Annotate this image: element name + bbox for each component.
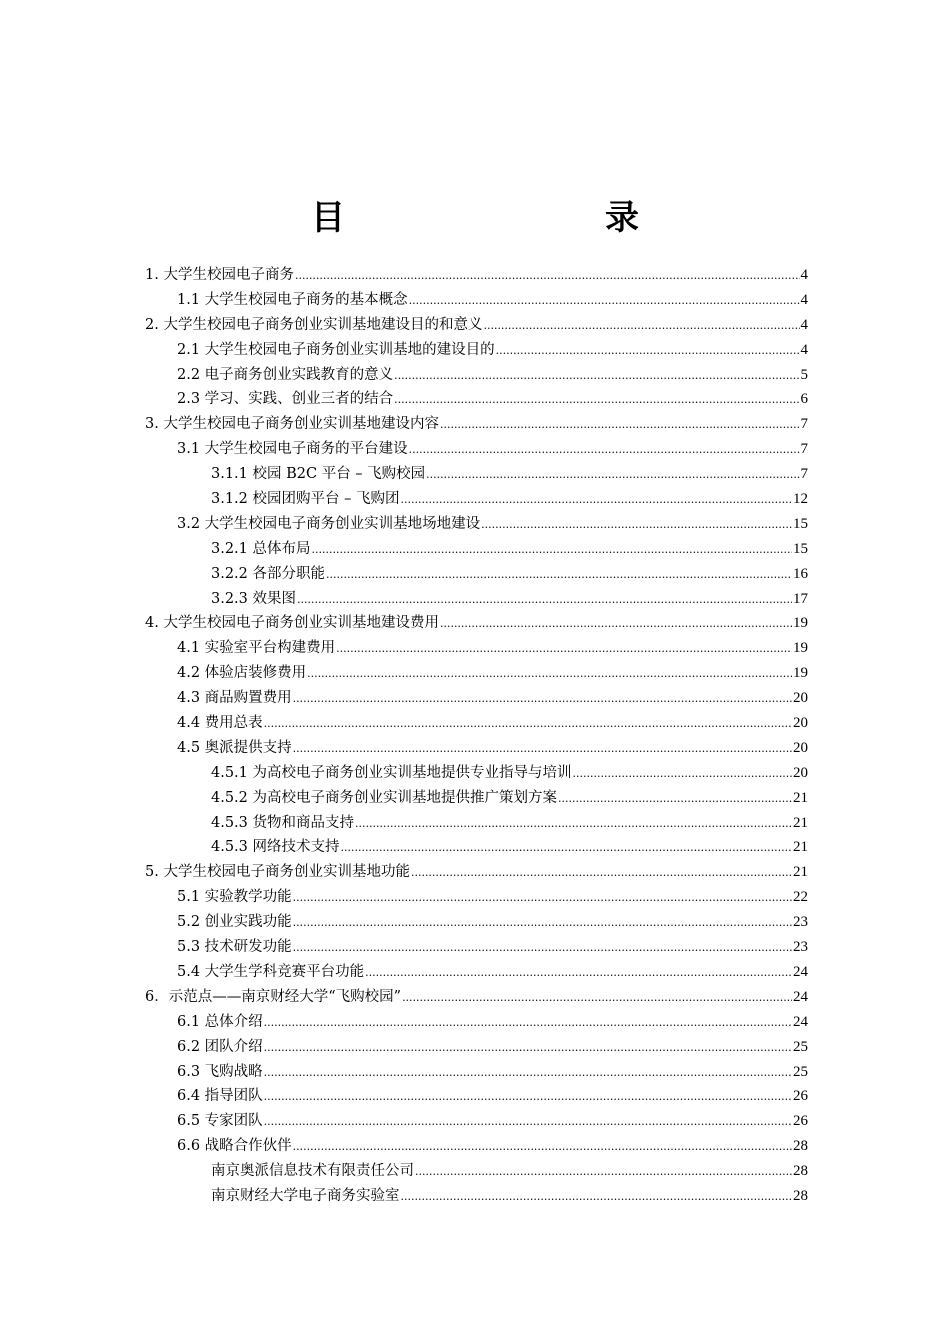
toc-page-number: 7: [800, 466, 808, 483]
toc-entry[interactable]: [177, 960, 808, 985]
toc-dot-leader: [264, 715, 792, 731]
toc-dot-leader: [307, 665, 792, 681]
toc-entry-title: 5.2 创业实践功能: [177, 914, 292, 931]
toc-page-number: 19: [793, 640, 808, 657]
toc-entry-title: 4.3 商品购置费用: [177, 690, 292, 707]
toc-dot-leader: [326, 566, 792, 582]
toc-entry-title: 4.2 体验店装修费用: [177, 665, 307, 682]
toc-entry[interactable]: [177, 437, 808, 462]
toc-page-number: 28: [793, 1163, 808, 1180]
toc-page-number: 12: [793, 491, 808, 508]
toc-dot-leader: [440, 615, 792, 631]
toc-dot-leader: [336, 640, 792, 656]
toc-dot-leader: [293, 690, 792, 706]
toc-entry-title: 5.3 技术研发功能: [177, 939, 292, 956]
toc-entry-title: 3.1 大学生校园电子商务的平台建设: [177, 441, 408, 458]
toc-entry[interactable]: [177, 636, 808, 661]
toc-entry[interactable]: [177, 1010, 808, 1035]
toc-dot-leader: [483, 317, 799, 333]
toc-page-number: 17: [793, 590, 808, 607]
toc-dot-leader: [400, 491, 792, 507]
toc-page-number: 20: [793, 764, 808, 781]
toc-dot-leader: [293, 939, 792, 955]
toc-entry[interactable]: [211, 786, 808, 811]
toc-dot-leader: [496, 342, 800, 358]
toc-dot-leader: [293, 889, 792, 905]
toc-entry[interactable]: [211, 587, 808, 612]
toc-entry[interactable]: [177, 1035, 808, 1060]
toc-page-number: 21: [793, 814, 808, 831]
toc-page-number: 21: [793, 839, 808, 856]
toc-dot-leader: [394, 367, 799, 383]
toc-entry-title: 4.4 费用总表: [177, 715, 263, 732]
toc-entry[interactable]: [145, 313, 808, 338]
toc-dot-leader: [295, 267, 800, 283]
toc-dot-leader: [409, 441, 800, 457]
toc-dot-leader: [264, 1039, 792, 1055]
toc-entry[interactable]: [177, 363, 808, 388]
toc-entry[interactable]: [211, 1184, 808, 1209]
toc-page-number: 25: [793, 1063, 808, 1080]
toc-page-number: 15: [793, 540, 808, 557]
toc-entry[interactable]: [211, 1159, 808, 1184]
toc-dot-leader: [365, 964, 792, 980]
toc-entry-title: 6.2 团队介绍: [177, 1038, 263, 1055]
toc-entry-title: 4.5.3 网络技术支持: [211, 839, 340, 856]
toc-entry[interactable]: [145, 611, 808, 636]
toc-entry[interactable]: [177, 1060, 808, 1085]
toc-entry-title: 5. 大学生校园电子商务创业实训基地功能: [145, 864, 410, 881]
toc-entry-title: 1.1 大学生校园电子商务的基本概念: [177, 291, 408, 308]
toc-page-number: 24: [793, 963, 808, 980]
toc-dot-leader: [312, 541, 792, 557]
toc-entry[interactable]: [145, 412, 808, 437]
toc-entry[interactable]: [211, 761, 808, 786]
toc-dot-leader: [411, 864, 792, 880]
toc-entry-title: 3.1.1 校园 B2C 平台 – 飞购校园: [211, 466, 426, 483]
toc-entry[interactable]: [211, 562, 808, 587]
toc-page-number: 20: [793, 690, 808, 707]
toc-entry-title: 4. 大学生校园电子商务创业实训基地建设费用: [145, 615, 439, 632]
table-of-contents: [0, 263, 950, 1209]
toc-page-number: 26: [793, 1113, 808, 1130]
toc-page-number: 20: [793, 715, 808, 732]
toc-page-number: 24: [793, 988, 808, 1005]
toc-entry-title: 3.2 大学生校园电子商务创业实训基地场地建设: [177, 515, 481, 532]
toc-page-number: 21: [793, 789, 808, 806]
toc-dot-leader: [394, 391, 799, 407]
toc-entry[interactable]: [177, 935, 808, 960]
toc-entry-title: 3. 大学生校园电子商务创业实训基地建设内容: [145, 416, 439, 433]
toc-entry-title: 6.4 指导团队: [177, 1088, 263, 1105]
toc-entry[interactable]: [177, 338, 808, 363]
toc-dot-leader: [440, 416, 800, 432]
toc-dot-leader: [264, 1088, 792, 1104]
toc-entry-title: 4.1 实验室平台构建费用: [177, 640, 336, 657]
toc-dot-leader: [293, 1138, 792, 1154]
toc-page-number: 28: [793, 1138, 808, 1155]
toc-entry-title: 5.1 实验教学功能: [177, 889, 292, 906]
toc-entry[interactable]: [177, 512, 808, 537]
toc-dot-leader: [355, 815, 792, 831]
toc-page-number: 20: [793, 739, 808, 756]
toc-entry-title: 2.3 学习、实践、创业三者的结合: [177, 391, 394, 408]
toc-entry-title: 3.2.1 总体布局: [211, 540, 311, 557]
toc-page-number: 28: [793, 1187, 808, 1204]
toc-page-number: 15: [793, 515, 808, 532]
toc-entry[interactable]: [177, 387, 808, 412]
toc-dot-leader: [297, 591, 792, 607]
toc-entry[interactable]: [145, 860, 808, 885]
toc-entry-title: 6.3 飞购战略: [177, 1063, 263, 1080]
toc-entry-title: 2.2 电子商务创业实践教育的意义: [177, 366, 394, 383]
toc-page-number: 26: [793, 1088, 808, 1105]
toc-entry[interactable]: [211, 487, 808, 512]
toc-dot-leader: [573, 765, 792, 781]
toc-entry-title: 6.1 总体介绍: [177, 1013, 263, 1030]
toc-entry-title: 3.2.3 效果图: [211, 590, 297, 607]
toc-page-number: 7: [800, 441, 808, 458]
toc-page-number: 7: [800, 416, 808, 433]
toc-entry[interactable]: [177, 288, 808, 313]
toc-page-number: 5: [800, 366, 808, 383]
toc-entry-title: 2. 大学生校园电子商务创业实训基地建设目的和意义: [145, 316, 483, 333]
toc-entry[interactable]: [177, 711, 808, 736]
toc-entry[interactable]: [211, 462, 808, 487]
toc-entry-title: 6.6 战略合作伙伴: [177, 1138, 292, 1155]
toc-dot-leader: [402, 989, 792, 1005]
toc-dot-leader: [264, 1014, 792, 1030]
toc-entry-title: 2.1 大学生校园电子商务创业实训基地的建设目的: [177, 341, 495, 358]
toc-page-number: 19: [793, 615, 808, 632]
toc-dot-leader: [264, 1064, 792, 1080]
toc-page-number: 6: [800, 391, 808, 408]
toc-dot-leader: [409, 292, 800, 308]
toc-entry[interactable]: [145, 985, 808, 1010]
toc-dot-leader: [558, 790, 792, 806]
toc-entry[interactable]: [145, 263, 808, 288]
toc-dot-leader: [264, 1113, 792, 1129]
toc-entry[interactable]: [177, 1109, 808, 1134]
toc-dot-leader: [293, 740, 792, 756]
toc-entry[interactable]: [177, 736, 808, 761]
toc-entry-title: 3.1.2 校园团购平台 – 飞购团: [211, 491, 400, 508]
toc-entry[interactable]: [177, 1084, 808, 1109]
toc-entry-title: 南京奥派信息技术有限责任公司: [211, 1163, 414, 1180]
toc-entry[interactable]: [211, 835, 808, 860]
toc-page-number: 4: [800, 341, 808, 358]
toc-page-number: 24: [793, 1013, 808, 1030]
toc-page-number: 19: [793, 665, 808, 682]
toc-entry[interactable]: [177, 686, 808, 711]
toc-entry-title: 1. 大学生校园电子商务: [145, 267, 294, 283]
toc-dot-leader: [415, 1163, 792, 1179]
toc-entry[interactable]: [211, 537, 808, 562]
toc-entry-title: 3.2.2 各部分职能: [211, 565, 326, 582]
toc-page-number: 21: [793, 864, 808, 881]
toc-dot-leader: [426, 466, 799, 482]
toc-entry[interactable]: [177, 885, 808, 910]
toc-title: 目 录: [311, 198, 703, 238]
toc-page-number: 4: [800, 291, 808, 308]
toc-page-number: 4: [800, 316, 808, 333]
toc-dot-leader: [293, 914, 792, 930]
toc-entry-title: 4.5.1 为高校电子商务创业实训基地提供专业指导与培训: [211, 764, 572, 781]
toc-entry-title: 4.5 奥派提供支持: [177, 739, 292, 756]
toc-entry-title: 南京财经大学电子商务实验室: [211, 1187, 400, 1204]
toc-dot-leader: [401, 1188, 793, 1204]
toc-entry-title: 4.5.3 货物和商品支持: [211, 814, 355, 831]
toc-entry-title: 6．示范点——南京财经大学“飞购校园”: [145, 988, 402, 1005]
toc-entry[interactable]: [177, 1134, 808, 1159]
toc-entry[interactable]: [211, 811, 808, 836]
toc-entry-title: 5.4 大学生学科竞赛平台功能: [177, 963, 365, 980]
toc-page-number: 23: [793, 914, 808, 931]
toc-page-number: 16: [793, 565, 808, 582]
toc-dot-leader: [341, 839, 792, 855]
toc-page-number: 23: [793, 939, 808, 956]
toc-entry[interactable]: [177, 661, 808, 686]
toc-entry[interactable]: [177, 910, 808, 935]
toc-page-number: 4: [800, 267, 808, 283]
toc-page-number: 25: [793, 1038, 808, 1055]
toc-entry-title: 6.5 专家团队: [177, 1113, 263, 1130]
toc-page-number: 22: [793, 889, 808, 906]
toc-dot-leader: [481, 516, 792, 532]
toc-entry-title: 4.5.2 为高校电子商务创业实训基地提供推广策划方案: [211, 789, 558, 806]
